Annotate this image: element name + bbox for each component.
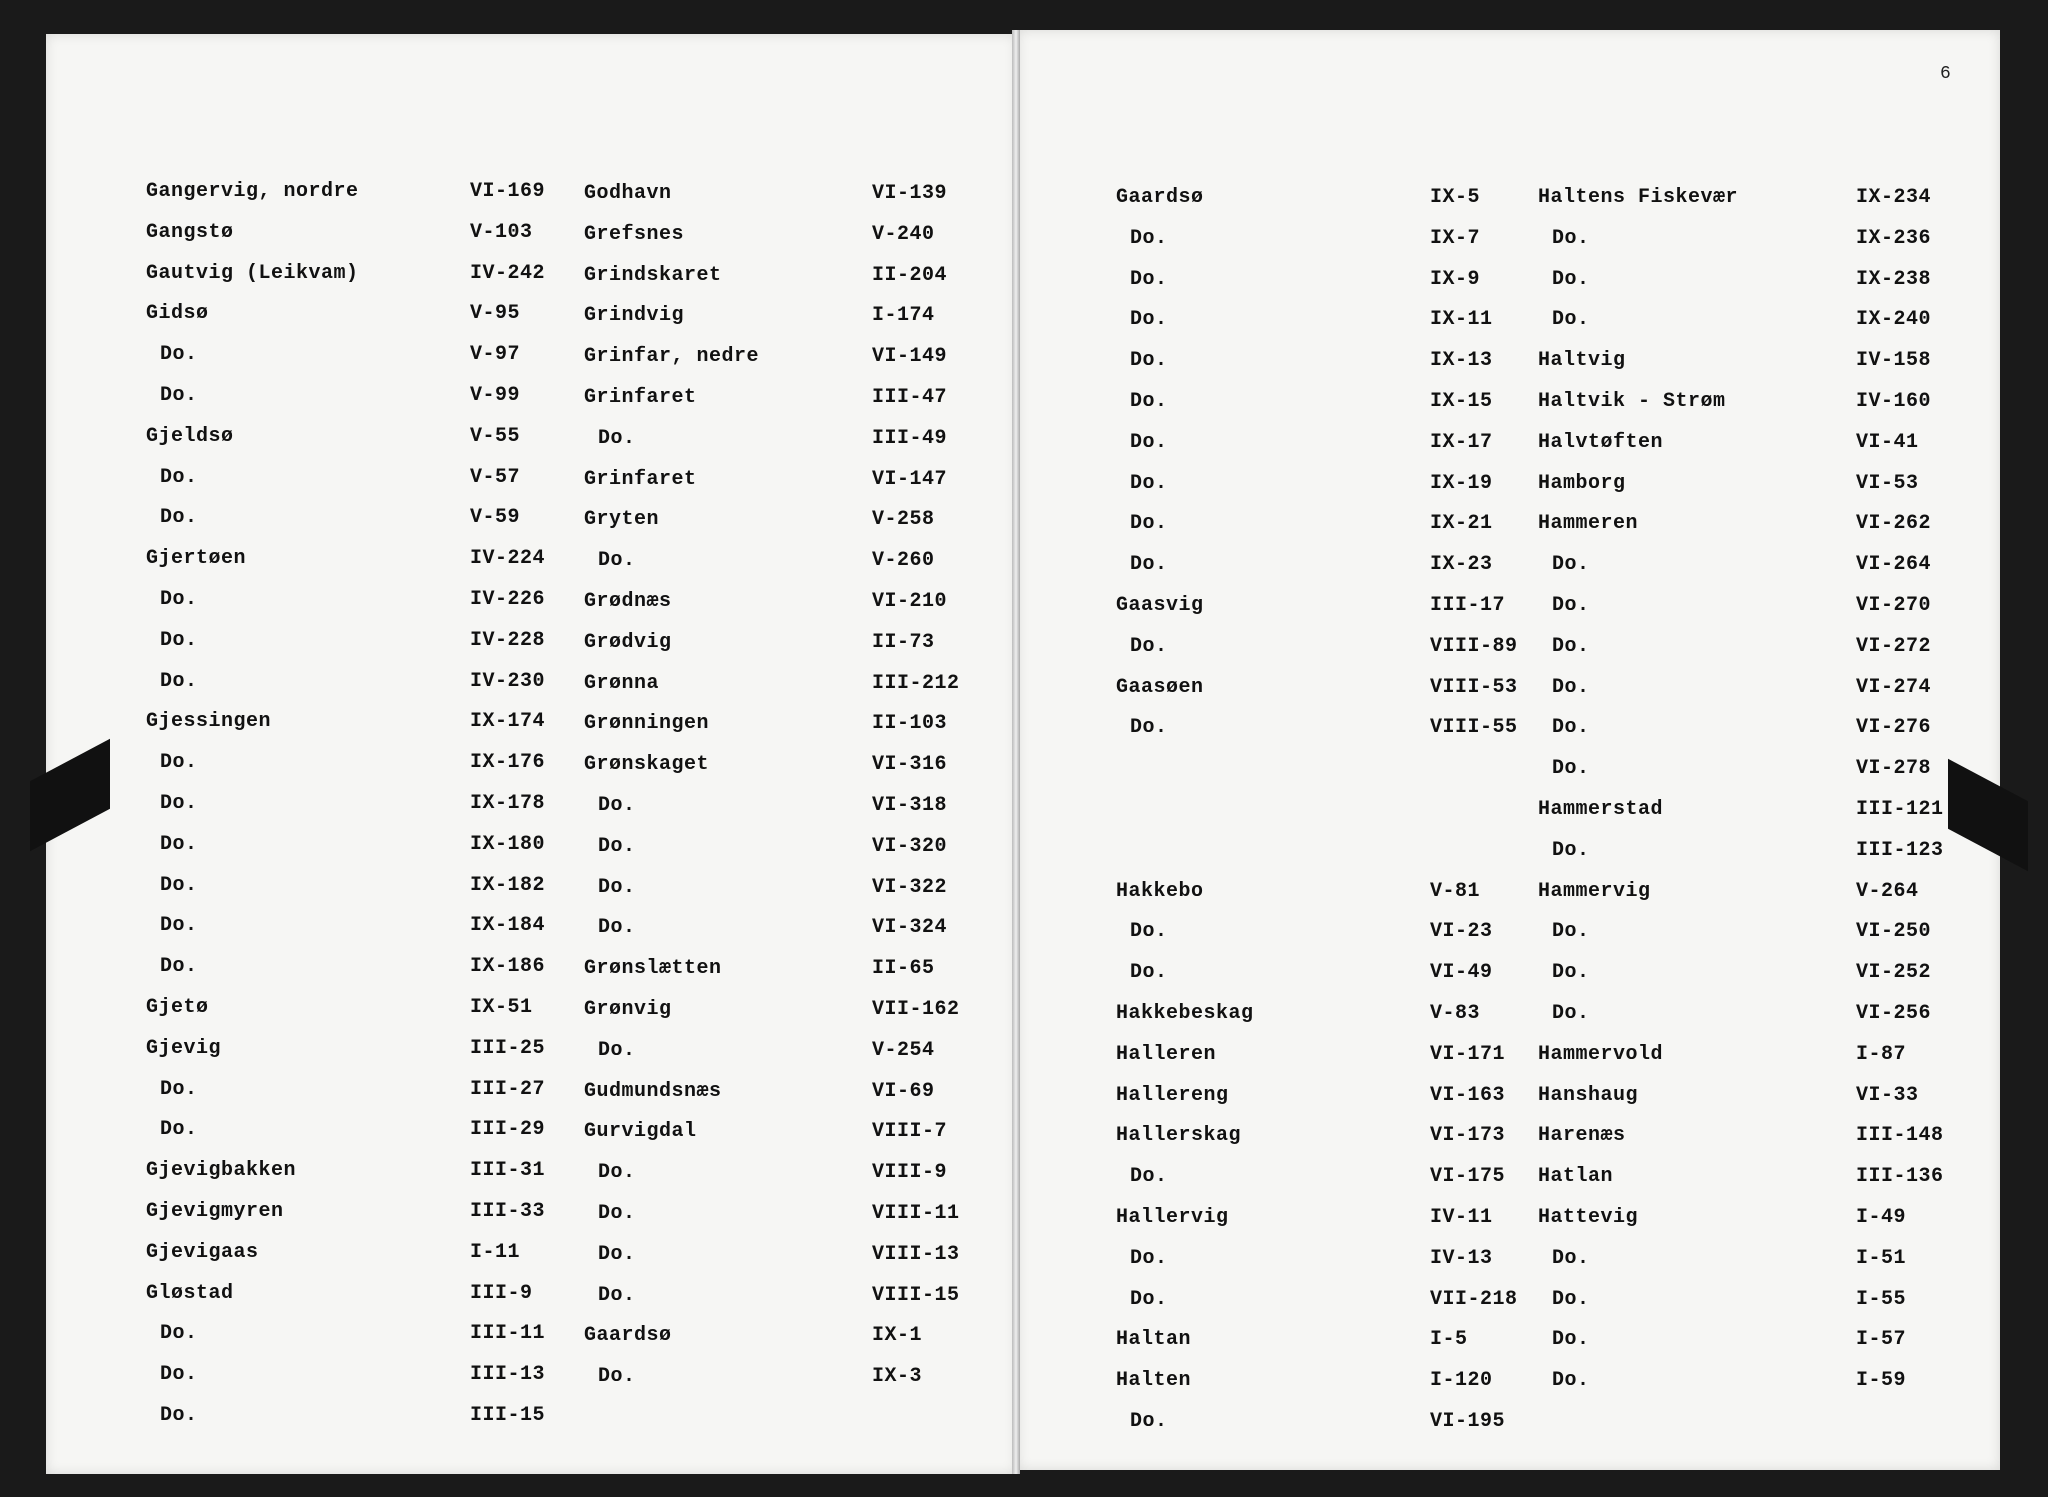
index-place-name: Haltvig [1538,349,1626,373]
index-place-name: Do. [1552,1246,1590,1270]
index-reference: III-25 [470,1036,546,1060]
index-reference: VI-270 [1856,594,1932,617]
index-reference: IV-13 [1430,1246,1493,1270]
index-reference: VIII-89 [1430,634,1518,658]
index-reference: IX-19 [1430,471,1493,495]
index-place-name: Do. [1552,226,1590,250]
index-place-name: Do. [160,384,198,407]
index-place-name: Do. [160,588,198,611]
index-reference: VI-256 [1856,1002,1932,1025]
index-place-name: Gjevig [146,1036,222,1060]
index-reference: VI-316 [872,753,948,777]
index-place-name: Gjevigaas [146,1240,259,1264]
index-place-name: Do. [160,792,198,815]
index-reference: III-121 [1856,798,1944,821]
index-place-name: Do. [598,875,636,899]
index-reference: III-49 [872,426,948,450]
index-reference: VI-147 [872,467,948,491]
index-place-name: Do. [1130,1410,1168,1433]
index-place-name: Gjevigbakken [146,1159,297,1183]
index-reference: III-29 [470,1118,546,1142]
index-reference: III-13 [470,1363,546,1387]
index-place-name: Do. [1130,1165,1168,1189]
index-place-name: Do. [1552,838,1590,862]
index-place-name: Do. [160,1118,198,1142]
index-reference: VI-173 [1430,1124,1506,1148]
index-place-name: Grønna [584,671,660,695]
index-reference: VIII-53 [1430,675,1518,699]
index-reference: IX-184 [470,914,546,938]
index-reference: VII-218 [1430,1287,1518,1311]
index-reference: IX-17 [1430,430,1493,454]
index-place-name: Do. [1552,757,1590,781]
index-place-name: Do. [598,1038,636,1062]
index-reference: VI-163 [1430,1083,1506,1107]
index-place-name: Grefsnes [584,222,685,246]
index-place-name: Do. [1130,349,1168,373]
index-place-name: Grinfaret [584,467,697,491]
index-place-name: Hammeren [1538,512,1639,536]
index-reference: I-55 [1856,1287,1907,1311]
index-reference: VI-276 [1856,716,1932,740]
index-place-name: Grindskaret [584,263,722,287]
index-place-name: Do. [160,955,198,979]
index-reference: VII-162 [872,998,960,1021]
index-reference: IX-21 [1430,512,1493,536]
index-place-name: Hakkebo [1116,879,1204,903]
index-reference: III-9 [470,1281,533,1305]
index-reference: VIII-13 [872,1242,960,1266]
index-place-name: Gjevigmyren [146,1200,284,1223]
index-reference: VI-49 [1430,961,1493,985]
index-place-name: Grønskaget [584,753,710,777]
index-place-name: Do. [1130,390,1168,413]
index-reference: III-15 [470,1404,546,1427]
index-reference: V-83 [1430,1002,1481,1025]
index-reference: VI-171 [1430,1042,1506,1066]
index-place-name: Do. [1130,308,1168,332]
index-place-name: Do. [1130,961,1168,985]
index-place-name: Do. [160,506,198,530]
index-reference: III-17 [1430,594,1506,617]
index-reference: IV-242 [470,261,546,285]
index-reference: VI-175 [1430,1165,1506,1189]
index-reference: IX-23 [1430,553,1493,577]
index-place-name: Hamborg [1538,471,1626,495]
index-reference: VI-23 [1430,920,1493,944]
index-reference: VIII-9 [872,1161,948,1185]
index-place-name: Hammervold [1538,1042,1664,1066]
index-reference: IX-13 [1430,349,1493,373]
index-place-name: Halten [1116,1369,1192,1393]
index-place-name: Do. [1130,1246,1168,1270]
index-reference: I-87 [1856,1042,1907,1066]
index-place-name: Grønslætten [584,957,722,981]
index-place-name: Do. [598,1365,636,1389]
index-place-name: Do. [1130,512,1168,536]
index-place-name: Do. [160,1322,198,1346]
index-place-name: Grønningen [584,712,710,736]
index-place-name: Do. [598,549,636,573]
index-place-name: Hattevig [1538,1206,1639,1229]
index-reference: I-5 [1430,1328,1468,1352]
index-place-name: Gryten [584,508,660,532]
index-place-name: Do. [160,914,198,938]
index-reference: VI-69 [872,1079,935,1103]
index-place-name: Grødvig [584,630,672,654]
index-reference: V-81 [1430,879,1481,903]
index-place-name: Do. [1552,1002,1590,1025]
index-reference: IX-238 [1856,267,1932,291]
index-reference: V-103 [470,220,533,244]
index-place-name: Hallervig [1116,1206,1229,1229]
index-place-name: Gurvigdal [584,1120,697,1144]
index-place-name: Do. [1130,716,1168,740]
index-reference: IX-174 [470,710,546,734]
index-reference: V-258 [872,508,935,532]
index-reference: V-254 [872,1038,935,1062]
index-place-name: Do. [1552,675,1590,699]
index-place-name: Do. [160,1363,198,1387]
index-reference: V-264 [1856,879,1919,903]
index-reference: VI-139 [872,182,948,205]
index-place-name: Grødnæs [584,590,672,613]
index-place-name: Do. [160,1404,198,1427]
index-reference: IX-1 [872,1324,923,1348]
index-place-name: Gjeldsø [146,424,234,448]
index-reference: II-65 [872,957,935,981]
index-reference: VIII-11 [872,1202,960,1225]
index-place-name: Haltvik - Strøm [1538,390,1726,413]
index-place-name: Gjetø [146,996,209,1019]
index-reference: V-260 [872,549,935,573]
index-reference: IV-158 [1856,349,1932,373]
index-reference: VI-322 [872,875,948,899]
index-reference: VIII-55 [1430,716,1518,740]
index-place-name: Gaardsø [584,1324,672,1348]
index-reference: III-33 [470,1200,546,1223]
page-number: 6 [1940,64,1951,84]
index-place-name: Do. [598,1283,636,1307]
index-place-name: Do. [598,1202,636,1225]
index-reference: III-27 [470,1077,546,1101]
index-place-name: Do. [1130,1287,1168,1311]
index-place-name: Do. [160,669,198,693]
index-reference: VI-41 [1856,430,1919,454]
index-place-name: Do. [1130,471,1168,495]
index-reference: VI-250 [1856,920,1932,944]
index-place-name: Do. [160,465,198,489]
index-place-name: Hallerskag [1116,1124,1242,1148]
index-reference: IX-3 [872,1365,923,1389]
index-reference: II-204 [872,263,948,287]
index-place-name: Do. [1130,920,1168,944]
index-reference: IX-180 [470,832,546,856]
index-reference: V-95 [470,302,521,326]
index-reference: VI-149 [872,345,948,369]
index-place-name: Do. [598,794,636,817]
index-reference: IX-176 [470,751,546,775]
book-gutter [1012,30,1020,1474]
index-place-name: Harenæs [1538,1124,1626,1148]
index-place-name: Grinfaret [584,386,697,409]
index-reference: II-103 [872,712,948,736]
index-place-name: Halvtøften [1538,430,1664,454]
index-reference: III-136 [1856,1165,1944,1189]
index-place-name: Do. [1130,430,1168,454]
index-reference: I-59 [1856,1369,1907,1393]
index-reference: I-174 [872,304,935,328]
index-place-name: Gidsø [146,302,209,326]
index-place-name: Godhavn [584,182,672,205]
index-reference: VI-324 [872,916,948,940]
index-reference: V-97 [470,343,521,367]
index-place-name: Do. [1552,267,1590,291]
index-place-name: Gaasvig [1116,594,1204,617]
index-reference: III-212 [872,671,960,695]
index-reference: VI-320 [872,834,948,858]
index-reference: IX-15 [1430,390,1493,413]
index-reference: VI-195 [1430,1410,1506,1433]
index-reference: VI-278 [1856,757,1932,781]
index-place-name: Do. [598,834,636,858]
index-reference: IV-11 [1430,1206,1493,1229]
index-reference: VIII-7 [872,1120,948,1144]
index-reference: III-47 [872,386,948,409]
index-place-name: Do. [1552,594,1590,617]
index-place-name: Do. [1552,1287,1590,1311]
index-reference: V-55 [470,424,521,448]
index-reference: IX-236 [1856,226,1932,250]
index-reference: VI-252 [1856,961,1932,985]
index-place-name: Do. [1552,553,1590,577]
index-place-name: Do. [160,1077,198,1101]
index-place-name: Do. [1552,716,1590,740]
index-reference: I-120 [1430,1369,1493,1393]
index-place-name: Do. [160,628,198,652]
index-reference: VI-272 [1856,634,1932,658]
index-place-name: Hatlan [1538,1165,1614,1189]
index-place-name: Gjertøen [146,547,247,571]
index-place-name: Do. [598,426,636,450]
index-place-name: Gløstad [146,1281,234,1305]
index-reference: VI-169 [470,180,546,203]
index-place-name: Do. [160,873,198,897]
index-reference: I-57 [1856,1328,1907,1352]
index-place-name: Do. [598,1161,636,1185]
index-place-name: Gudmundsnæs [584,1079,722,1103]
index-reference: III-31 [470,1159,546,1183]
index-reference: I-51 [1856,1246,1907,1270]
index-place-name: Gautvig (Leikvam) [146,261,359,285]
index-reference: V-57 [470,465,521,489]
index-reference: IX-182 [470,873,546,897]
index-place-name: Grinfar, nedre [584,345,760,369]
index-place-name: Do. [160,832,198,856]
index-place-name: Hammerstad [1538,798,1664,821]
index-place-name: Hallereng [1116,1083,1229,1107]
index-reference: IX-5 [1430,186,1481,209]
index-place-name: Do. [1130,553,1168,577]
index-reference: III-123 [1856,838,1944,862]
index-reference: IV-228 [470,628,546,652]
index-reference: IX-7 [1430,226,1481,250]
index-place-name: Do. [1130,634,1168,658]
index-place-name: Gangervig, nordre [146,180,359,203]
index-place-name: Do. [1552,920,1590,944]
index-place-name: Haltens Fiskevær [1538,186,1739,209]
index-place-name: Hakkebeskag [1116,1002,1254,1025]
index-reference: V-59 [470,506,521,530]
index-place-name: Do. [1552,308,1590,332]
index-place-name: Hanshaug [1538,1083,1639,1107]
index-place-name: Do. [160,343,198,367]
index-reference: IV-160 [1856,390,1932,413]
index-reference: V-99 [470,384,521,407]
index-reference: IV-224 [470,547,546,571]
index-place-name: Do. [1130,267,1168,291]
index-reference: IV-230 [470,669,546,693]
index-place-name: Halleren [1116,1042,1217,1066]
index-reference: VI-274 [1856,675,1932,699]
index-place-name: Do. [1552,961,1590,985]
index-place-name: Do. [1552,1369,1590,1393]
index-reference: IX-234 [1856,186,1932,209]
index-place-name: Do. [1552,1328,1590,1352]
index-place-name: Hammervig [1538,879,1651,903]
index-reference: VI-210 [872,590,948,613]
index-place-name: Grønvig [584,998,672,1021]
index-reference: III-11 [470,1322,546,1346]
index-place-name: Do. [1552,634,1590,658]
index-reference: VI-53 [1856,471,1919,495]
index-place-name: Grindvig [584,304,685,328]
index-reference: III-148 [1856,1124,1944,1148]
index-place-name: Haltan [1116,1328,1192,1352]
index-reference: II-73 [872,630,935,654]
index-reference: IX-9 [1430,267,1481,291]
index-reference: VI-318 [872,794,948,817]
index-reference: IX-186 [470,955,546,979]
index-reference: I-11 [470,1240,521,1264]
index-reference: VIII-15 [872,1283,960,1307]
index-reference: IX-178 [470,792,546,815]
index-reference: VI-33 [1856,1083,1919,1107]
index-reference: VI-264 [1856,553,1932,577]
index-place-name: Do. [160,751,198,775]
index-reference: IX-11 [1430,308,1493,332]
index-place-name: Do. [598,916,636,940]
index-reference: IV-226 [470,588,546,611]
index-place-name: Gaasøen [1116,675,1204,699]
index-reference: IX-51 [470,996,533,1019]
index-place-name: Gangstø [146,220,234,244]
index-place-name: Do. [1130,226,1168,250]
index-reference: V-240 [872,222,935,246]
index-reference: I-49 [1856,1206,1907,1229]
index-place-name: Gaardsø [1116,186,1204,209]
index-reference: IX-240 [1856,308,1932,332]
index-place-name: Gjessingen [146,710,272,734]
index-place-name: Do. [598,1242,636,1266]
index-reference: VI-262 [1856,512,1932,536]
